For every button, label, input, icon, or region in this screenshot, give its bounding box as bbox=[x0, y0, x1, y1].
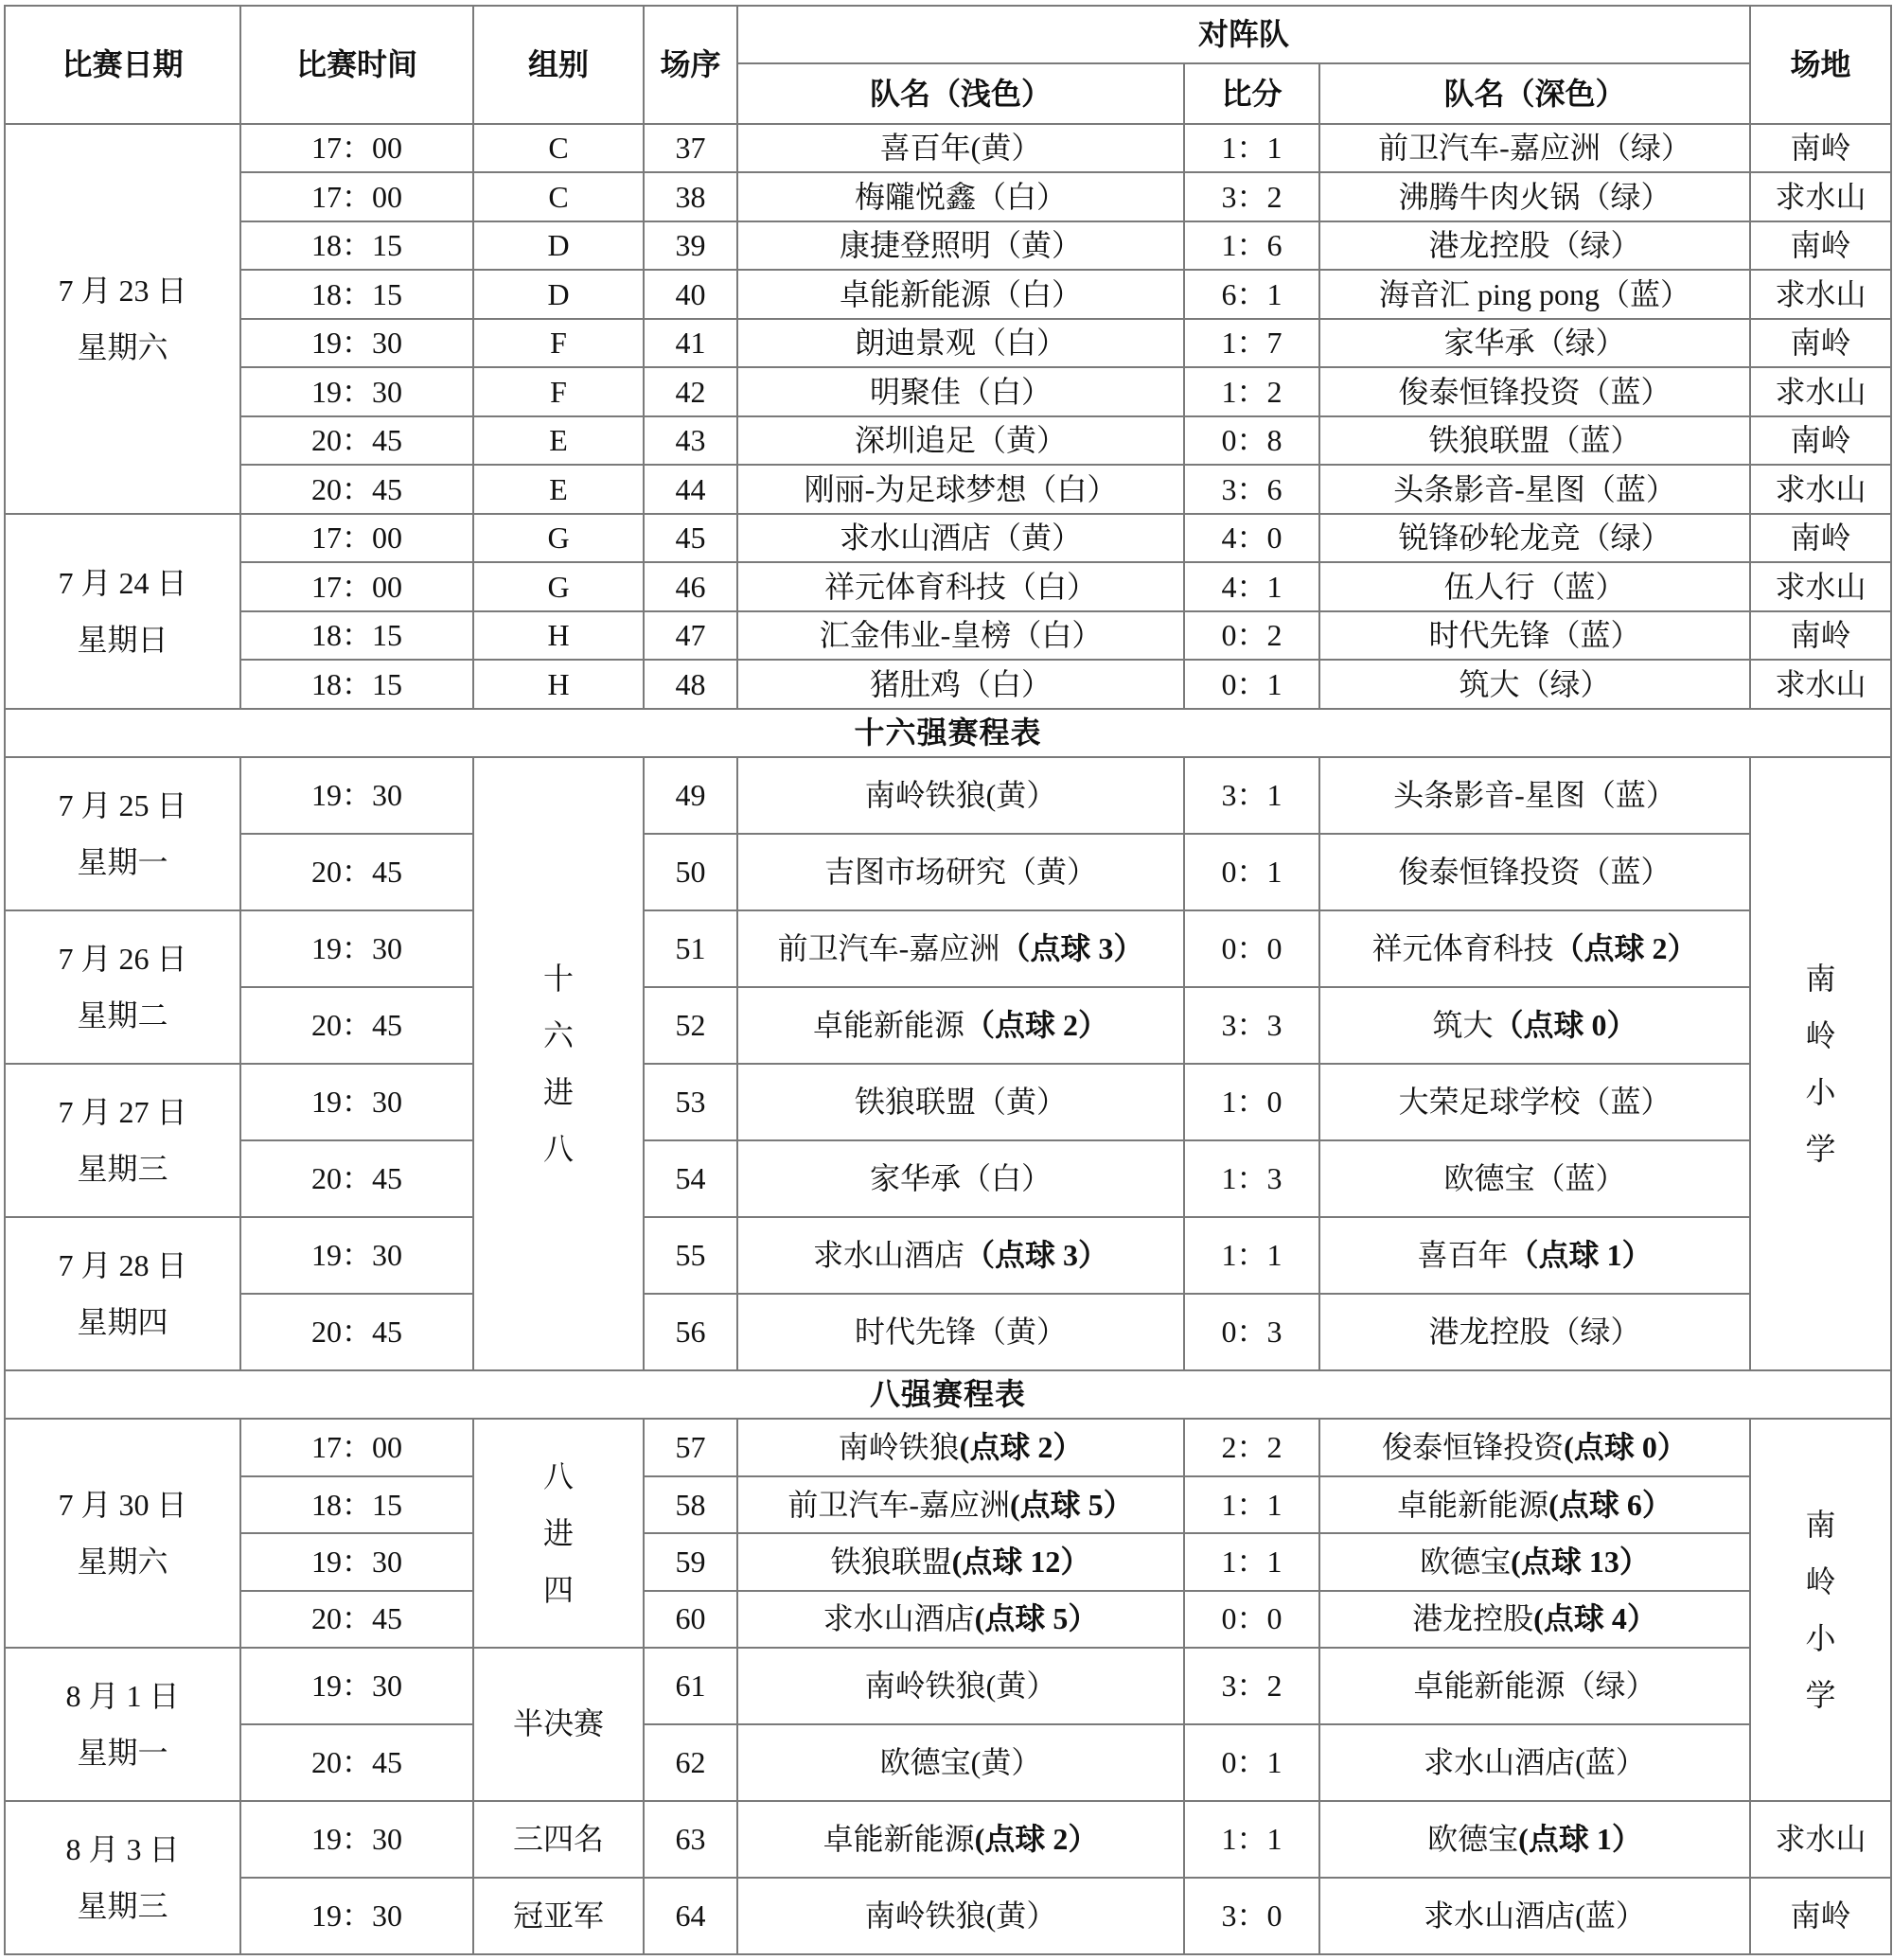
venue-cell: 求水山 bbox=[1750, 270, 1891, 318]
match-row bbox=[5, 270, 1891, 318]
team-light-cell: 求水山酒店（黄） bbox=[737, 514, 1184, 562]
stage-quarter-cell: 八 进 四 bbox=[473, 1419, 644, 1648]
match-row bbox=[5, 757, 1891, 834]
time-cell: 20：45 bbox=[240, 1591, 473, 1648]
group-cell: H bbox=[473, 660, 644, 708]
header-time: 比赛时间 bbox=[240, 6, 473, 124]
team-light-cell: 猪肚鸡（白） bbox=[737, 660, 1184, 708]
team-light-cell: 前卫汽车-嘉应洲（点球 3） bbox=[737, 910, 1184, 987]
header-venue: 场地 bbox=[1750, 6, 1891, 124]
team-dark-cell: 喜百年（点球 1） bbox=[1319, 1217, 1750, 1294]
score-cell: 1：1 bbox=[1184, 1533, 1319, 1590]
header-team-dark: 队名（深色） bbox=[1319, 63, 1750, 124]
team-light-cell: 求水山酒店（点球 3） bbox=[737, 1217, 1184, 1294]
venue-cell: 求水山 bbox=[1750, 660, 1891, 708]
match-row bbox=[5, 910, 1891, 987]
team-light-cell: 朗迪景观（白） bbox=[737, 319, 1184, 367]
date-cell: 8 月 3 日 星期三 bbox=[5, 1801, 240, 1954]
match-no-cell: 55 bbox=[644, 1217, 737, 1294]
match-no-cell: 51 bbox=[644, 910, 737, 987]
date-cell: 7 月 28 日 星期四 bbox=[5, 1217, 240, 1370]
match-no-cell: 38 bbox=[644, 172, 737, 221]
date-cell: 7 月 27 日 星期三 bbox=[5, 1064, 240, 1217]
group-cell: C bbox=[473, 172, 644, 221]
match-no-cell: 56 bbox=[644, 1294, 737, 1370]
score-cell: 3：6 bbox=[1184, 465, 1319, 513]
stage-round16-cell: 十 六 进 八 bbox=[473, 757, 644, 1370]
match-row bbox=[5, 124, 1891, 172]
team-light-cell: 明聚佳（白） bbox=[737, 367, 1184, 415]
match-row bbox=[5, 172, 1891, 221]
match-no-cell: 37 bbox=[644, 124, 737, 172]
team-light-cell: 汇金伟业-皇榜（白） bbox=[737, 611, 1184, 660]
team-light-cell: 南岭铁狼(黄） bbox=[737, 1878, 1184, 1954]
team-dark-cell: 伍人行（蓝） bbox=[1319, 562, 1750, 610]
match-no-cell: 40 bbox=[644, 270, 737, 318]
match-no-cell: 54 bbox=[644, 1140, 737, 1217]
group-cell: F bbox=[473, 319, 644, 367]
score-cell: 1：1 bbox=[1184, 1801, 1319, 1878]
match-row bbox=[5, 1476, 1891, 1533]
schedule-table bbox=[4, 5, 1892, 1955]
stage-semi-cell: 半决赛 bbox=[473, 1648, 644, 1801]
group-cell: D bbox=[473, 221, 644, 270]
match-row bbox=[5, 1140, 1891, 1217]
group-cell: G bbox=[473, 514, 644, 562]
match-row bbox=[5, 562, 1891, 610]
time-cell: 20：45 bbox=[240, 987, 473, 1064]
header-group: 组别 bbox=[473, 6, 644, 124]
match-no-cell: 62 bbox=[644, 1724, 737, 1801]
match-row bbox=[5, 1801, 1891, 1878]
time-cell: 17：00 bbox=[240, 1419, 473, 1475]
time-cell: 20：45 bbox=[240, 834, 473, 910]
match-no-cell: 50 bbox=[644, 834, 737, 910]
match-no-cell: 60 bbox=[644, 1591, 737, 1648]
team-dark-cell: 俊泰恒锋投资（蓝） bbox=[1319, 834, 1750, 910]
team-light-cell: 康捷登照明（黄） bbox=[737, 221, 1184, 270]
match-row bbox=[5, 465, 1891, 513]
match-no-cell: 61 bbox=[644, 1648, 737, 1724]
time-cell: 19：30 bbox=[240, 1064, 473, 1140]
score-cell: 1：2 bbox=[1184, 367, 1319, 415]
match-row bbox=[5, 514, 1891, 562]
team-dark-cell: 港龙控股（绿） bbox=[1319, 221, 1750, 270]
group-cell: D bbox=[473, 270, 644, 318]
team-dark-cell: 俊泰恒锋投资（蓝） bbox=[1319, 367, 1750, 415]
score-cell: 3：2 bbox=[1184, 1648, 1319, 1724]
score-cell: 3：0 bbox=[1184, 1878, 1319, 1954]
header-match-no: 场序 bbox=[644, 6, 737, 124]
time-cell: 18：15 bbox=[240, 221, 473, 270]
team-dark-cell: 大荣足球学校（蓝） bbox=[1319, 1064, 1750, 1140]
team-dark-cell: 港龙控股（绿） bbox=[1319, 1294, 1750, 1370]
section-round16-row bbox=[5, 709, 1891, 757]
match-row bbox=[5, 660, 1891, 708]
venue-cell: 南岭 bbox=[1750, 514, 1891, 562]
team-light-cell: 南岭铁狼(黄） bbox=[737, 757, 1184, 834]
time-cell: 18：15 bbox=[240, 660, 473, 708]
time-cell: 19：30 bbox=[240, 910, 473, 987]
header-date: 比赛日期 bbox=[5, 6, 240, 124]
time-cell: 20：45 bbox=[240, 465, 473, 513]
score-cell: 4：0 bbox=[1184, 514, 1319, 562]
match-row bbox=[5, 1064, 1891, 1140]
team-light-cell: 深圳追足（黄） bbox=[737, 416, 1184, 465]
venue-cell: 南岭 bbox=[1750, 221, 1891, 270]
score-cell: 0：2 bbox=[1184, 611, 1319, 660]
match-no-cell: 47 bbox=[644, 611, 737, 660]
match-no-cell: 42 bbox=[644, 367, 737, 415]
venue-cell: 南岭 bbox=[1750, 1878, 1891, 1954]
score-cell: 0：1 bbox=[1184, 834, 1319, 910]
time-cell: 19：30 bbox=[240, 1878, 473, 1954]
match-row bbox=[5, 1724, 1891, 1801]
match-row bbox=[5, 416, 1891, 465]
match-no-cell: 63 bbox=[644, 1801, 737, 1878]
time-cell: 20：45 bbox=[240, 1294, 473, 1370]
score-cell: 0：8 bbox=[1184, 416, 1319, 465]
team-dark-cell: 港龙控股(点球 4） bbox=[1319, 1591, 1750, 1648]
time-cell: 19：30 bbox=[240, 367, 473, 415]
team-light-cell: 刚丽-为足球梦想（白） bbox=[737, 465, 1184, 513]
team-dark-cell: 卓能新能源（绿） bbox=[1319, 1648, 1750, 1724]
match-row bbox=[5, 1533, 1891, 1590]
date-cell: 7 月 25 日 星期一 bbox=[5, 757, 240, 910]
score-cell: 1：3 bbox=[1184, 1140, 1319, 1217]
group-cell: E bbox=[473, 416, 644, 465]
group-cell: F bbox=[473, 367, 644, 415]
time-cell: 18：15 bbox=[240, 611, 473, 660]
time-cell: 19：30 bbox=[240, 1217, 473, 1294]
team-dark-cell: 祥元体育科技（点球 2） bbox=[1319, 910, 1750, 987]
match-row bbox=[5, 1878, 1891, 1954]
match-row bbox=[5, 1294, 1891, 1370]
match-no-cell: 46 bbox=[644, 562, 737, 610]
time-cell: 19：30 bbox=[240, 1648, 473, 1724]
match-row bbox=[5, 319, 1891, 367]
score-cell: 3：2 bbox=[1184, 172, 1319, 221]
team-light-cell: 卓能新能源(点球 2） bbox=[737, 1801, 1184, 1878]
score-cell: 3：3 bbox=[1184, 987, 1319, 1064]
team-dark-cell: 头条影音-星图（蓝） bbox=[1319, 757, 1750, 834]
match-no-cell: 64 bbox=[644, 1878, 737, 1954]
score-cell: 1：1 bbox=[1184, 124, 1319, 172]
score-cell: 6：1 bbox=[1184, 270, 1319, 318]
match-row bbox=[5, 834, 1891, 910]
section-quarter-row bbox=[5, 1370, 1891, 1419]
group-cell: G bbox=[473, 562, 644, 610]
stage-final-cell: 冠亚军 bbox=[473, 1878, 644, 1954]
team-dark-cell: 欧德宝(点球 1） bbox=[1319, 1801, 1750, 1878]
match-row bbox=[5, 221, 1891, 270]
team-light-cell: 卓能新能源（白） bbox=[737, 270, 1184, 318]
team-dark-cell: 俊泰恒锋投资(点球 0） bbox=[1319, 1419, 1750, 1475]
time-cell: 20：45 bbox=[240, 1724, 473, 1801]
team-dark-cell: 时代先锋（蓝） bbox=[1319, 611, 1750, 660]
match-row bbox=[5, 1648, 1891, 1724]
match-row bbox=[5, 987, 1891, 1064]
team-dark-cell: 锐锋砂轮龙竞（绿） bbox=[1319, 514, 1750, 562]
header-team-light: 队名（浅色） bbox=[737, 63, 1184, 124]
team-light-cell: 欧德宝(黄） bbox=[737, 1724, 1184, 1801]
team-dark-cell: 家华承（绿） bbox=[1319, 319, 1750, 367]
team-dark-cell: 求水山酒店(蓝） bbox=[1319, 1724, 1750, 1801]
match-row bbox=[5, 1419, 1891, 1475]
team-light-cell: 南岭铁狼(黄） bbox=[737, 1648, 1184, 1724]
score-cell: 1：7 bbox=[1184, 319, 1319, 367]
time-cell: 20：45 bbox=[240, 1140, 473, 1217]
score-cell: 0：3 bbox=[1184, 1294, 1319, 1370]
date-cell: 7 月 24 日 星期日 bbox=[5, 514, 240, 709]
team-dark-cell: 头条影音-星图（蓝） bbox=[1319, 465, 1750, 513]
team-dark-cell: 筑大（点球 0） bbox=[1319, 987, 1750, 1064]
match-no-cell: 48 bbox=[644, 660, 737, 708]
score-cell: 3：1 bbox=[1184, 757, 1319, 834]
time-cell: 17：00 bbox=[240, 172, 473, 221]
time-cell: 19：30 bbox=[240, 757, 473, 834]
match-no-cell: 45 bbox=[644, 514, 737, 562]
time-cell: 18：15 bbox=[240, 1476, 473, 1533]
match-no-cell: 58 bbox=[644, 1476, 737, 1533]
time-cell: 20：45 bbox=[240, 416, 473, 465]
time-cell: 19：30 bbox=[240, 1801, 473, 1878]
time-cell: 18：15 bbox=[240, 270, 473, 318]
score-cell: 0：1 bbox=[1184, 660, 1319, 708]
team-light-cell: 祥元体育科技（白） bbox=[737, 562, 1184, 610]
score-cell: 4：1 bbox=[1184, 562, 1319, 610]
date-cell: 8 月 1 日 星期一 bbox=[5, 1648, 240, 1801]
venue-merged-quarter: 南 岭 小 学 bbox=[1750, 1419, 1891, 1800]
match-no-cell: 52 bbox=[644, 987, 737, 1064]
date-cell: 7 月 23 日 星期六 bbox=[5, 124, 240, 514]
match-no-cell: 49 bbox=[644, 757, 737, 834]
match-no-cell: 39 bbox=[644, 221, 737, 270]
venue-cell: 求水山 bbox=[1750, 562, 1891, 610]
time-cell: 19：30 bbox=[240, 1533, 473, 1590]
score-cell: 1：0 bbox=[1184, 1064, 1319, 1140]
match-no-cell: 57 bbox=[644, 1419, 737, 1475]
group-cell: H bbox=[473, 611, 644, 660]
match-row bbox=[5, 1591, 1891, 1648]
section-title-round16: 十六强赛程表 bbox=[5, 709, 1891, 757]
team-dark-cell: 铁狼联盟（蓝） bbox=[1319, 416, 1750, 465]
match-row bbox=[5, 611, 1891, 660]
team-dark-cell: 沸腾牛肉火锅（绿） bbox=[1319, 172, 1750, 221]
venue-cell: 求水山 bbox=[1750, 465, 1891, 513]
team-dark-cell: 海音汇 ping pong（蓝） bbox=[1319, 270, 1750, 318]
team-light-cell: 梅隴悦鑫（白） bbox=[737, 172, 1184, 221]
score-cell: 0：0 bbox=[1184, 910, 1319, 987]
team-light-cell: 铁狼联盟(点球 12） bbox=[737, 1533, 1184, 1590]
venue-cell: 南岭 bbox=[1750, 319, 1891, 367]
match-row bbox=[5, 1217, 1891, 1294]
team-light-cell: 求水山酒店(点球 5） bbox=[737, 1591, 1184, 1648]
team-light-cell: 前卫汽车-嘉应洲(点球 5） bbox=[737, 1476, 1184, 1533]
venue-cell: 求水山 bbox=[1750, 1801, 1891, 1878]
group-cell: E bbox=[473, 465, 644, 513]
match-no-cell: 43 bbox=[644, 416, 737, 465]
score-cell: 2：2 bbox=[1184, 1419, 1319, 1475]
time-cell: 17：00 bbox=[240, 562, 473, 610]
team-light-cell: 喜百年(黄） bbox=[737, 124, 1184, 172]
venue-merged-round16: 南 岭 小 学 bbox=[1750, 757, 1891, 1370]
score-cell: 1：1 bbox=[1184, 1476, 1319, 1533]
team-light-cell: 卓能新能源（点球 2） bbox=[737, 987, 1184, 1064]
header-score: 比分 bbox=[1184, 63, 1319, 124]
score-cell: 1：1 bbox=[1184, 1217, 1319, 1294]
team-light-cell: 南岭铁狼(点球 2） bbox=[737, 1419, 1184, 1475]
team-light-cell: 铁狼联盟（黄） bbox=[737, 1064, 1184, 1140]
venue-cell: 南岭 bbox=[1750, 124, 1891, 172]
venue-cell: 南岭 bbox=[1750, 416, 1891, 465]
section-title-quarter: 八强赛程表 bbox=[5, 1370, 1891, 1419]
score-cell: 0：0 bbox=[1184, 1591, 1319, 1648]
date-cell: 7 月 26 日 星期二 bbox=[5, 910, 240, 1064]
match-row bbox=[5, 367, 1891, 415]
score-cell: 1：6 bbox=[1184, 221, 1319, 270]
match-no-cell: 41 bbox=[644, 319, 737, 367]
venue-cell: 求水山 bbox=[1750, 367, 1891, 415]
time-cell: 17：00 bbox=[240, 124, 473, 172]
team-light-cell: 家华承（白） bbox=[737, 1140, 1184, 1217]
team-dark-cell: 求水山酒店(蓝） bbox=[1319, 1878, 1750, 1954]
team-dark-cell: 前卫汽车-嘉应洲（绿） bbox=[1319, 124, 1750, 172]
team-dark-cell: 欧德宝(点球 13） bbox=[1319, 1533, 1750, 1590]
match-no-cell: 44 bbox=[644, 465, 737, 513]
team-light-cell: 时代先锋（黄） bbox=[737, 1294, 1184, 1370]
team-dark-cell: 筑大（绿） bbox=[1319, 660, 1750, 708]
match-no-cell: 59 bbox=[644, 1533, 737, 1590]
score-cell: 0：1 bbox=[1184, 1724, 1319, 1801]
team-dark-cell: 卓能新能源(点球 6） bbox=[1319, 1476, 1750, 1533]
team-dark-cell: 欧德宝（蓝） bbox=[1319, 1140, 1750, 1217]
venue-cell: 求水山 bbox=[1750, 172, 1891, 221]
group-cell: C bbox=[473, 124, 644, 172]
date-cell: 7 月 30 日 星期六 bbox=[5, 1419, 240, 1648]
time-cell: 17：00 bbox=[240, 514, 473, 562]
match-no-cell: 53 bbox=[644, 1064, 737, 1140]
time-cell: 19：30 bbox=[240, 319, 473, 367]
stage-third-cell: 三四名 bbox=[473, 1801, 644, 1878]
team-light-cell: 吉图市场研究（黄） bbox=[737, 834, 1184, 910]
header-teams: 对阵队 bbox=[737, 6, 1750, 63]
venue-cell: 南岭 bbox=[1750, 611, 1891, 660]
